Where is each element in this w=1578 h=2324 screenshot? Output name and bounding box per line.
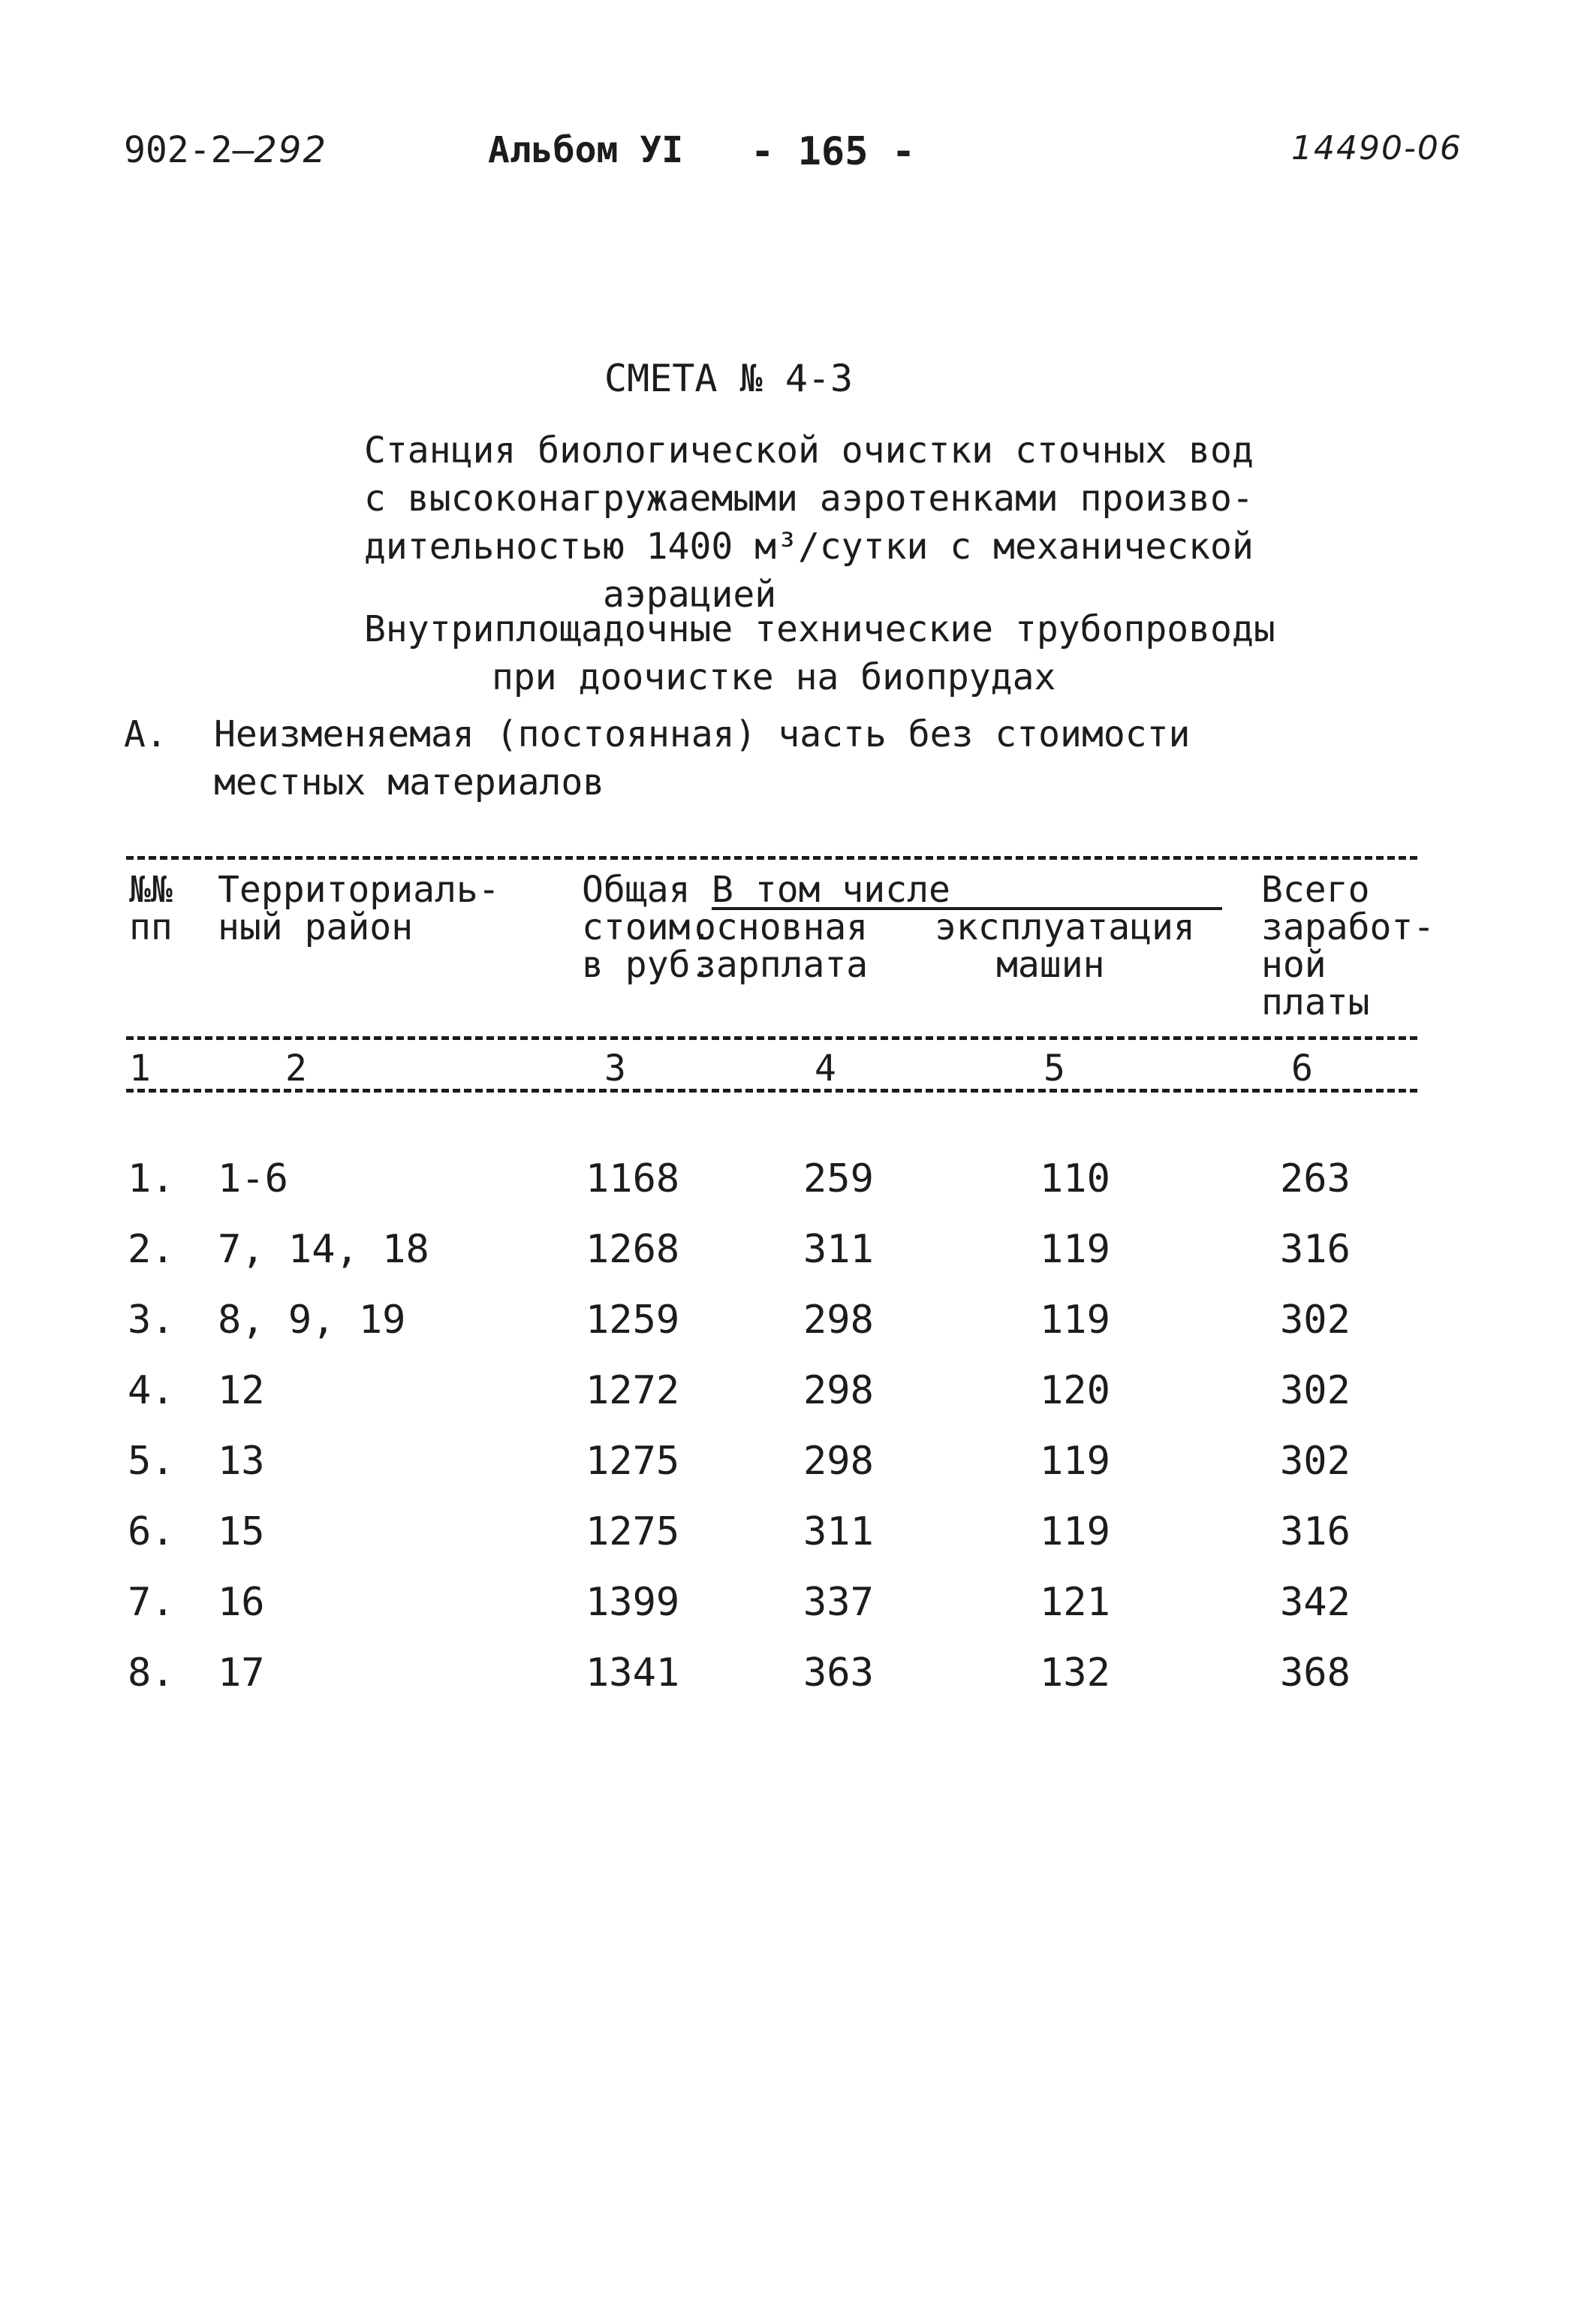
row-total-wages: 263 — [1280, 1156, 1351, 1201]
row-total-cost: 1259 — [586, 1298, 680, 1343]
table-row — [0, 1650, 1578, 1703]
header-region-line: ный район — [218, 906, 414, 948]
row-total-cost: 1168 — [586, 1156, 680, 1201]
row-region: 13 — [218, 1439, 265, 1484]
row-region: 16 — [218, 1580, 265, 1625]
row-number: 4. — [128, 1368, 175, 1413]
table-row — [0, 1509, 1578, 1562]
table-top-rule — [126, 856, 1417, 860]
row-region: 15 — [218, 1509, 265, 1554]
document-code-typed: 902-2— — [124, 129, 254, 171]
row-machine-operation: 119 — [1040, 1298, 1110, 1343]
header-number — [129, 871, 173, 946]
row-total-wages: 302 — [1280, 1439, 1351, 1484]
row-region: 12 — [218, 1368, 265, 1413]
part-letter: А. — [124, 713, 167, 755]
album-label: Альбом УI — [488, 129, 684, 171]
row-machine-operation: 119 — [1040, 1439, 1110, 1484]
row-base-wage: 298 — [803, 1368, 874, 1413]
row-machine-operation: 119 — [1040, 1227, 1110, 1272]
column-number: 4 — [815, 1047, 836, 1090]
document-code-handwritten: 292 — [254, 129, 328, 171]
column-number: 2 — [285, 1047, 307, 1090]
row-total-cost: 1399 — [586, 1580, 680, 1625]
header-total-cost-line: стоим. — [582, 906, 712, 948]
row-number: 2. — [128, 1227, 175, 1272]
table-row — [0, 1368, 1578, 1421]
row-region: 8, 9, 19 — [218, 1298, 406, 1343]
row-base-wage: 337 — [803, 1580, 874, 1625]
row-machine-operation: 119 — [1040, 1509, 1110, 1554]
row-total-wages: 302 — [1280, 1368, 1351, 1413]
row-region: 1-6 — [218, 1156, 288, 1201]
header-total-wages — [1261, 871, 1435, 1021]
row-region: 7, 14, 18 — [218, 1227, 429, 1272]
table-row — [0, 1580, 1578, 1632]
table-row — [0, 1156, 1578, 1209]
column-number: 3 — [604, 1047, 626, 1090]
row-machine-operation: 110 — [1040, 1156, 1110, 1201]
header-machine-operation-line: эксплуатация — [935, 906, 1195, 948]
header-region — [218, 871, 500, 946]
header-bottom-rule — [126, 1036, 1417, 1040]
row-base-wage: 311 — [803, 1509, 874, 1554]
station-description-line: Станция биологической очистки сточных вод — [364, 430, 1254, 472]
section-title-line: при доочистке на биопрудах — [492, 656, 1056, 698]
table-row — [0, 1298, 1578, 1350]
row-total-cost: 1275 — [586, 1509, 680, 1554]
row-base-wage: 259 — [803, 1156, 874, 1201]
row-region: 17 — [218, 1650, 265, 1696]
header-machine-operation — [935, 906, 1195, 986]
row-number: 1. — [128, 1156, 175, 1201]
row-total-wages: 342 — [1280, 1580, 1351, 1625]
row-machine-operation: 132 — [1040, 1650, 1110, 1696]
station-description-line: аэрацией — [603, 574, 777, 616]
row-number: 6. — [128, 1509, 175, 1554]
row-total-cost: 1341 — [586, 1650, 680, 1696]
row-base-wage: 363 — [803, 1650, 874, 1696]
row-total-cost: 1275 — [586, 1439, 680, 1484]
row-machine-operation: 120 — [1040, 1368, 1110, 1413]
row-number: 7. — [128, 1580, 175, 1625]
section-title — [364, 605, 1275, 701]
part-description-line: Неизменяемая (постоянная) часть без стоимости — [214, 713, 1191, 755]
column-number: 6 — [1291, 1047, 1313, 1090]
part-description-line: местных материалов — [214, 761, 605, 803]
column-number: 1 — [129, 1047, 151, 1090]
row-total-wages: 316 — [1280, 1509, 1351, 1554]
station-description — [364, 427, 1254, 619]
row-total-wages: 302 — [1280, 1298, 1351, 1343]
part-description — [214, 710, 1190, 806]
header-total-wages-line: ной — [1261, 944, 1327, 986]
header-total-wages-line: Всего — [1261, 869, 1370, 911]
header-including: В том числе — [712, 869, 950, 911]
row-base-wage: 298 — [803, 1298, 874, 1343]
row-total-cost: 1272 — [586, 1368, 680, 1413]
section-title-line: Внутриплощадочные технические трубопроводы — [364, 608, 1275, 650]
header-total-wages-line: платы — [1261, 981, 1370, 1023]
header-number-line: №№ — [129, 869, 173, 911]
row-machine-operation: 121 — [1040, 1580, 1110, 1625]
page-number: - 165 - — [751, 129, 916, 174]
row-total-cost: 1268 — [586, 1227, 680, 1272]
header-region-line: Территориаль- — [218, 869, 500, 911]
header-number-line: пп — [129, 906, 173, 948]
row-number: 3. — [128, 1298, 175, 1343]
header-machine-operation-line: машин — [996, 944, 1105, 986]
header-total-wages-line: заработ- — [1261, 906, 1435, 948]
row-total-wages: 368 — [1280, 1650, 1351, 1696]
row-base-wage: 298 — [803, 1439, 874, 1484]
row-base-wage: 311 — [803, 1227, 874, 1272]
header-total-cost — [582, 871, 712, 984]
document-code — [124, 129, 327, 171]
header-base-wage-line: зарплата — [694, 944, 869, 986]
table-row — [0, 1227, 1578, 1280]
row-number: 8. — [128, 1650, 175, 1696]
column-number-rule — [126, 1089, 1417, 1093]
header-base-wage-line: основная — [694, 906, 869, 948]
station-description-line: дительностью 1400 м³/сутки с механической — [364, 526, 1254, 568]
header-total-cost-line: в руб. — [582, 944, 712, 986]
estimate-title: СМЕТА № 4-3 — [604, 357, 854, 400]
row-number: 5. — [128, 1439, 175, 1484]
header-base-wage — [694, 906, 869, 986]
header-total-cost-line: Общая — [582, 869, 691, 911]
handwritten-reference-number: 14490-06 — [1291, 129, 1462, 167]
station-description-line: с высоконагружаемыми аэротенками произво- — [364, 478, 1254, 520]
table-row — [0, 1439, 1578, 1491]
column-number: 5 — [1043, 1047, 1065, 1090]
row-total-wages: 316 — [1280, 1227, 1351, 1272]
